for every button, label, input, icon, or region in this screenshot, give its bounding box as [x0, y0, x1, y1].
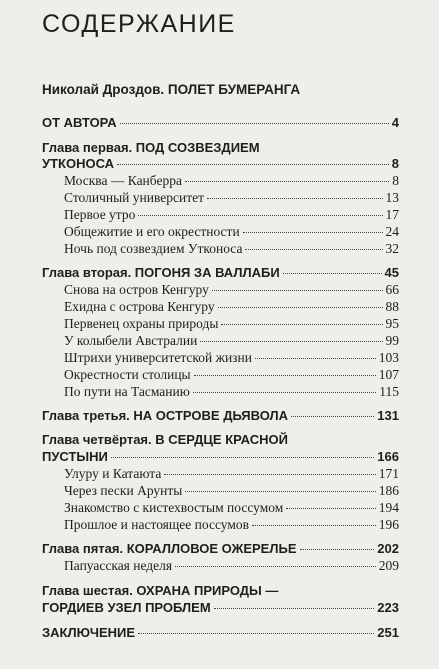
toc-subentry — [64, 482, 399, 500]
toc-entry-label: УТКОНОСА — [42, 156, 115, 171]
toc-page-number: 209 — [378, 558, 399, 573]
toc-entry-label: Штрихи университетской жизни — [64, 350, 252, 365]
toc-page-number: 95 — [385, 316, 399, 331]
toc-entry-chapter-5 — [42, 540, 399, 558]
leader-dots — [193, 391, 376, 393]
toc-subentry — [64, 315, 399, 333]
leader-dots — [255, 357, 376, 359]
toc-entry-chapter-6 — [42, 599, 399, 617]
toc-entry-label: Глава вторая. ПОГОНЯ ЗА ВАЛЛАБИ — [42, 265, 280, 280]
toc-subentry — [64, 189, 399, 207]
toc-page-number: 8 — [391, 156, 399, 171]
toc-page-number: 223 — [377, 600, 399, 615]
toc-entry-label: Первенец охраны природы — [64, 316, 219, 331]
leader-dots — [111, 456, 374, 458]
toc-entry-chapter-1 — [42, 155, 399, 173]
leader-dots — [138, 632, 374, 634]
toc-entry-chapter-3 — [42, 407, 399, 425]
chapter-6-title-line1: Глава шестая. ОХРАНА ПРИРОДЫ — — [42, 583, 279, 598]
leader-dots — [138, 214, 382, 216]
leader-dots — [252, 524, 376, 526]
toc-page-number: 186 — [378, 483, 399, 498]
toc-page-number: 13 — [385, 190, 399, 205]
toc-page-number: 194 — [378, 500, 399, 515]
leader-dots — [283, 272, 382, 274]
toc-subentry — [64, 240, 399, 258]
toc-subentry — [64, 383, 399, 401]
toc-entry-label: Ночь под созвездием Утконоса — [64, 241, 243, 256]
toc-subentry — [64, 332, 399, 350]
leader-dots — [214, 607, 375, 609]
toc-entry-label: Глава пятая. КОРАЛЛОВОЕ ОЖЕРЕЛЬЕ — [42, 541, 297, 556]
toc-subentry — [64, 281, 399, 299]
toc-entry-label: Улуру и Катаюта — [64, 466, 162, 481]
toc-page-number: 24 — [385, 224, 399, 239]
leader-dots — [243, 231, 383, 233]
toc-entry-label: Столичный университет — [64, 190, 205, 205]
toc-subentry — [64, 206, 399, 224]
toc-entry-label: ГОРДИЕВ УЗЕЛ ПРОБЛЕМ — [42, 600, 211, 615]
toc-subentry — [64, 499, 399, 517]
leader-dots — [117, 163, 389, 165]
leader-dots — [164, 473, 375, 475]
toc-subentry — [64, 366, 399, 384]
toc-entry-label: ПУСТЫНИ — [42, 449, 108, 464]
toc-entry-label: Первое утро — [64, 207, 136, 222]
toc-subentry — [64, 172, 399, 190]
toc-entry-chapter-2 — [42, 264, 399, 282]
toc-entry-label: ОТ АВТОРА — [42, 115, 117, 130]
toc-page-number: 196 — [378, 517, 399, 532]
leader-dots — [120, 122, 389, 124]
leader-dots — [175, 565, 376, 567]
toc-entry-label: По пути на Тасманию — [64, 384, 190, 399]
toc-entry-label: Окрестности столицы — [64, 367, 191, 382]
toc-subentry — [64, 557, 399, 575]
toc-subentry — [64, 298, 399, 316]
toc-entry-chapter-4 — [42, 448, 399, 466]
toc-entry-label: Папуасская неделя — [64, 558, 173, 573]
page-title: СОДЕРЖАНИЕ — [42, 10, 236, 38]
leader-dots — [212, 289, 383, 291]
toc-entry-label: Через пески Арунты — [64, 483, 183, 498]
toc-page-number: 32 — [385, 241, 399, 256]
toc-page-number: 66 — [385, 282, 399, 297]
toc-subentry — [64, 516, 399, 534]
leader-dots — [185, 490, 375, 492]
chapter-1-title-line1: Глава первая. ПОД СОЗВЕЗДИЕМ — [42, 140, 260, 155]
leader-dots — [300, 548, 375, 550]
toc-entry-label: У колыбели Австралии — [64, 333, 198, 348]
toc-page-number: 107 — [378, 367, 399, 382]
toc-subentry — [64, 349, 399, 367]
leader-dots — [286, 507, 375, 509]
author-line: Николай Дроздов. ПОЛЕТ БУМЕРАНГА — [42, 82, 301, 97]
toc-page-number: 171 — [378, 466, 399, 481]
toc-subentry — [64, 465, 399, 483]
toc-entry-label: ЗАКЛЮЧЕНИЕ — [42, 625, 136, 640]
toc-page-number: 8 — [392, 173, 399, 188]
toc-entry-conclusion — [42, 624, 399, 642]
leader-dots — [245, 248, 382, 250]
toc-page-number: 202 — [377, 541, 399, 556]
toc-subentry — [64, 223, 399, 241]
toc-page-number: 166 — [377, 449, 399, 464]
leader-dots — [218, 306, 383, 308]
toc-entry-label: Глава третья. НА ОСТРОВЕ ДЬЯВОЛА — [42, 408, 289, 423]
toc-entry-label: Снова на остров Кенгуру — [64, 282, 209, 297]
toc-page-number: 99 — [385, 333, 399, 348]
toc-page-number: 4 — [391, 115, 399, 130]
toc-page-number: 103 — [378, 350, 399, 365]
toc-entry-label: Ехидна с острова Кенгуру — [64, 299, 215, 314]
leader-dots — [207, 197, 382, 199]
toc-page-number: 115 — [379, 384, 399, 399]
toc-entry-label: Знакомство с кистехвостым поссумом — [64, 500, 284, 515]
leader-dots — [291, 415, 374, 417]
toc-entry-label: Прошлое и настоящее поссумов — [64, 517, 250, 532]
leader-dots — [185, 180, 389, 182]
toc-page-number: 45 — [384, 265, 399, 280]
toc-entry-label: Москва — Канберра — [64, 173, 182, 188]
toc-page-number: 131 — [377, 408, 399, 423]
toc-entry-from-author — [42, 114, 399, 132]
toc-entry-label: Общежитие и его окрестности — [64, 224, 240, 239]
leader-dots — [221, 323, 382, 325]
toc-page-number: 17 — [385, 207, 399, 222]
toc-page-number: 251 — [377, 625, 399, 640]
leader-dots — [194, 374, 376, 376]
leader-dots — [200, 340, 382, 342]
chapter-4-title-line1: Глава четвёртая. В СЕРДЦЕ КРАСНОЙ — [42, 432, 288, 447]
toc-page-number: 88 — [385, 299, 399, 314]
